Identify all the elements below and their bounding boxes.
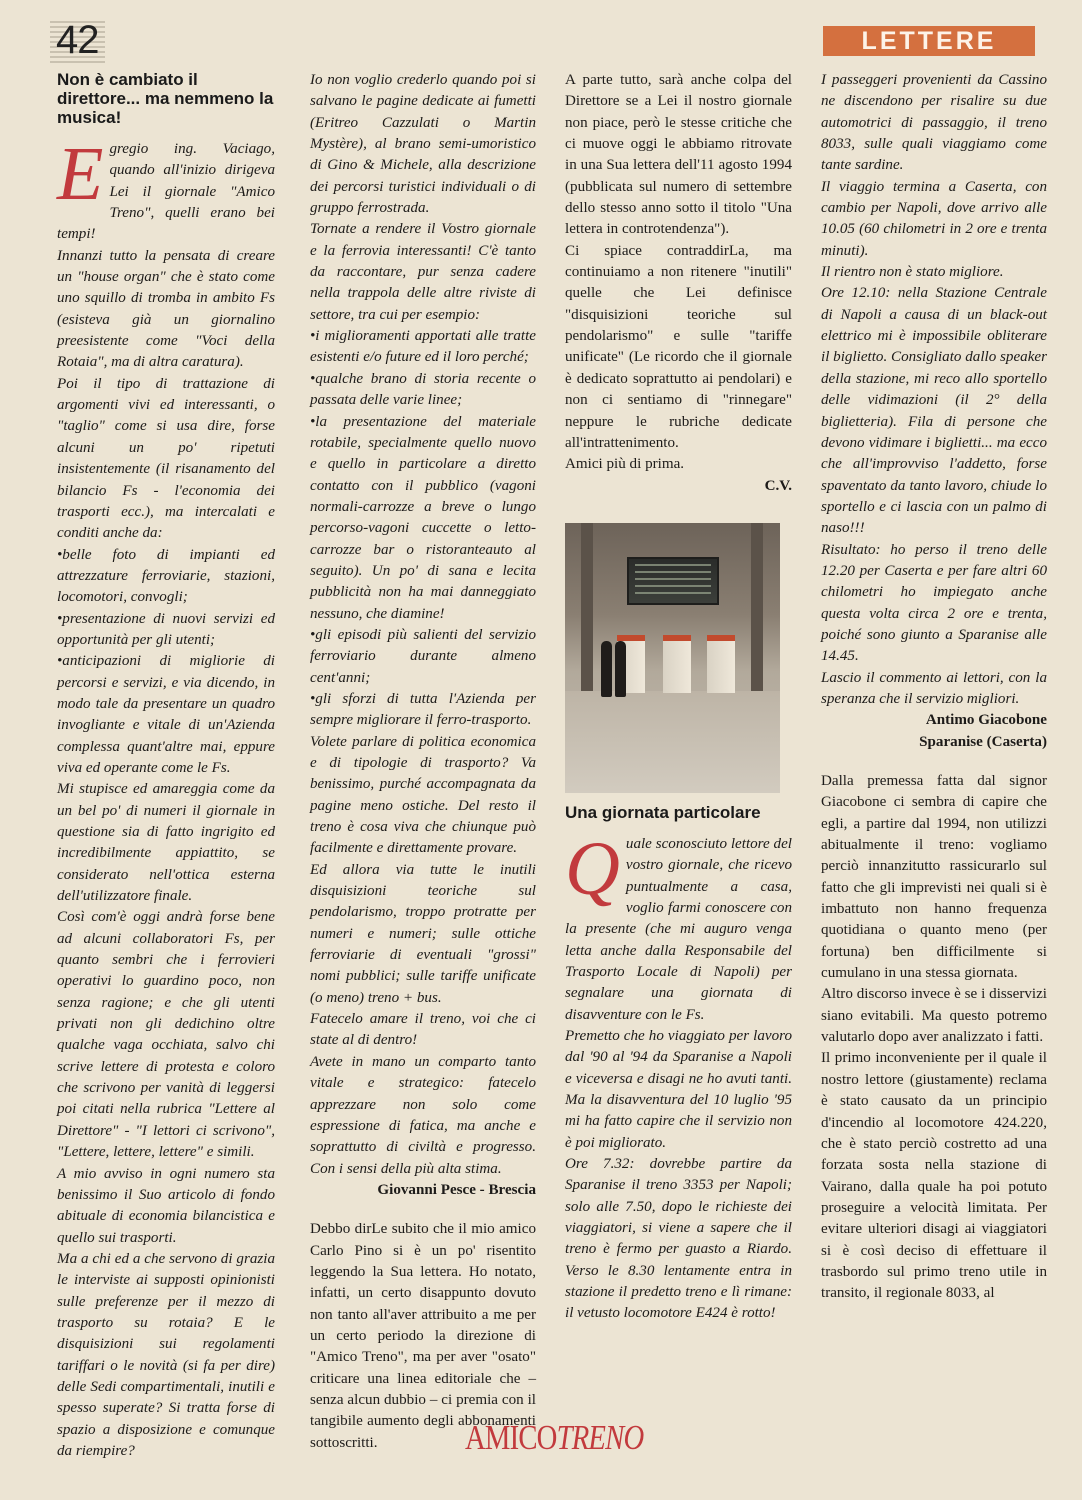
letter-paragraph: Mi stupisce ed amareggia come da un bel po' di numeri il giornale in questione sia di fatto ingrigito ed incredibilmente appiattito, se considerato nell'ottica esterna dell'utilizzatore finale. xyxy=(57,781,275,905)
masthead-logo: AMICOTRENO xyxy=(465,1418,644,1457)
column-1 xyxy=(57,70,275,1462)
drop-cap: E xyxy=(57,132,104,216)
editor-reply-paragraph: Dalla premessa fatta dal signor Giacobone ci sembra di capire che egli, a partire dal 1994, non utilizzi abitualmente il treno: vogliamo perciò innanzitutto rassicurarlo sul fatto che gli imprevisti nei quali si è imbattuto non hanno frequenza quotidiana o quanto meno (per fortuna) ben difficilmente si cumulano in una stessa giornata. xyxy=(821,773,1047,982)
column-3 xyxy=(565,70,792,1325)
letter-paragraph: Ore 7.32: dovrebbe partire da Sparanise il treno 3353 per Napoli; solo alle 7.50, dopo le richieste dei viaggiatori, si viene a sapere che il treno è fermo per guasto a Riardo. Verso le 8.30 lentamente entra in stazione il predetto treno e lì rimane: il vetusto locomotore E424 è rotto! xyxy=(565,1156,792,1322)
letter-paragraph: Poi il tipo di trattazione di argomenti vivi ed interessanti, o "taglio" come si usa dire, forse alcuni un po' ripetuti insistentemente (il risanamento del bilancio Fs - l'economia dei trasporti ecc.), ma intercalati e conditi anche da: xyxy=(57,375,275,542)
letter-bullet: •gli episodi più salienti del servizio ferroviario durante almeno cent'anni; xyxy=(310,626,536,686)
page-number: 42 xyxy=(50,18,105,63)
letter-paragraph: Innanzi tutto la pensata di creare un "house organ" che è stato come uno squillo di tromba in ambito Fs (esisteva già un giornalino preesistente come "Voci della Rotaia", ma di altra caratura). xyxy=(57,247,275,371)
editor-reply-paragraph: A parte tutto, sarà anche colpa del Direttore se a Lei il nostro giornale non piace, però le stesse critiche che ci muove oggi le abbiamo ritrovate in una Sua lettera dell'11 agosto 1994 (pubblicata sul numero di settembre dello stesso anno sotto il titolo "Una lettera in controtendenza"). xyxy=(565,72,792,238)
column-2 xyxy=(310,70,536,1454)
editor-reply-paragraph: Amici più di prima. xyxy=(565,456,685,473)
letter-paragraph: Volete parlare di politica economica e di tipologie di trasporto? Va benissimo, purché accompagnata da pagine meno ostiche. Del resto il treno è cosa viva che chiunque può facilmente e direttamente provare. xyxy=(310,733,536,857)
editor-reply-paragraph: Ci spiace contraddirLa, ma continuiamo a non ritenere "inutili" quelle che Lei definisce "disquisizioni teoriche sul pendolarismo" e sulle "tariffe unificate" (Le ricordo che il giornale è dedicato soprattutto ai pendolari) e non ci sentiamo di "rinnegare" neppure le rubriche dedicate all'intrattenimento. xyxy=(565,242,792,451)
letter-paragraph: Lascio il commento ai lettori, con la speranza che il servizio migliori. xyxy=(821,669,1047,707)
editor-reply-paragraph: Il primo inconveniente per il quale il nostro lettore (giustamente) reclama è stato causato da un principio d'incendio al locomotore 424.220, che è stato perciò costretto ad una forzata sosta nella stazione di Vairano, dalla quale ha poi potuto proseguire a velocità limitata. Per evitare ulteriori disagi ai viaggiatori si è così deciso di effettuare il trasbordo sul primo treno utile in transito, il regionale 8033, al xyxy=(821,1050,1047,1302)
article-2-headline: Una giornata particolare xyxy=(565,802,761,822)
drop-cap: Q xyxy=(565,826,620,911)
letter-paragraph: I passeggeri provenienti da Cassino ne discendono per risalire su due automotrici di passaggio, il treno 8033, sulle quali viaggiamo come tante sardine. xyxy=(821,72,1047,174)
letter-bullet: •la presentazione del materiale rotabile, specialmente quello nuovo e quello in particolare a diretto contatto con il pubblico (vagoni normali-carrozze a breve o lungo percorso-vagoni cuccette o letto-carrozze bar o ristoranteauto al seguito). Un po' di sana e lecita pubblicità non ha mai danneggiato nessuno, che diamine! xyxy=(310,413,536,622)
letter-paragraph: Tornate a rendere il Vostro giornale e la ferrovia interessanti! C'è tanto da raccontare, pur senza cadere nella trappola delle altre riviste di settore, tra cui per esempio: xyxy=(310,221,536,323)
letter-paragraph: Risultato: ho perso il treno delle 12.20 per Caserta e per fare altri 60 chilometri ho impiegato anche questa volta circa 2 ore e trenta, poiché sono giunto a Sparanise alle 14.45. xyxy=(821,541,1047,665)
editor-signature: C.V. xyxy=(764,477,792,494)
section-label: LETTERE xyxy=(823,26,1035,56)
letter-paragraph: Ma a chi ed a che servono di grazia le interviste ai supposti opinionisti sulle preferenze per il mezzo di trasporto su rotaia? E le disquisizioni sui regolamenti tariffari o le novità (si fa per dire) delle Sedi compartimentali, inutili e spesso superate? Si tratta forse di spazio a disposizione e comunque da riempire? xyxy=(57,1250,275,1459)
article-1-headline: Non è cambiato il direttore... ma nemmeno la musica! xyxy=(57,70,274,127)
letter-paragraph: Ed allora via tutte le inutili disquisizioni teoriche sul pendolarismo, troppo protratte per numeri e numeri; sulle ottiche ferroviarie di eventuali "grossi" nomi pubblici; sulle tariffe unificate (o meno) treno + bus. xyxy=(310,861,536,1006)
editor-reply-paragraph: Debbo dirLe subito che il mio amico Carlo Pino si è un po' risentito leggendo la Sua lettera. Ho notato, infatti, un certo disappunto dovuto non tanto all'aver attribuito a me per un certo periodo la direzione di "Amico Treno", ma per aver "osato" criticare una linea editoriale che – senza alcun dubbio – ci premia con il tangibile aumento degli abbonamenti sottoscritti. xyxy=(310,1221,536,1451)
letter-bullet: •anticipazioni di migliorie di percorsi e servizi, e via dicendo, in modo tale da presentare un quadro invogliante e vitale di un'Azienda complessa quant'altre mai, eppure viva ed operante come le Fs. xyxy=(57,653,275,776)
letter-paragraph: Premetto che ho viaggiato per lavoro dal '90 al '94 da Sparanise a Napoli e viceversa e disagi ne ho avuti tanti. Ma la disavventura del 10 luglio '95 mi ha fatto capire che il servizio non è poi migliorato. xyxy=(565,1027,792,1151)
letter-signature-place: Sparanise (Caserta) xyxy=(919,733,1047,750)
letter-paragraph: Quale sconosciuto lettore del vostro giornale, che ricevo puntualmente a casa, voglio farmi conoscere con la presente (che mi auguro venga letta anche dalla Responsabile del Trasporto Locale di Napoli) per segnalare una giornata di disavventure con le Fs. xyxy=(565,826,792,1023)
letter-bullet: •gli sforzi di tutta l'Azienda per sempre migliorare il ferro-trasporto. xyxy=(310,690,536,729)
letter-signature-name: Antimo Giacobone xyxy=(925,712,1047,729)
letter-bullet: •qualche brano di storia recente o passata delle varie linee; xyxy=(310,370,536,409)
letter-bullet: •belle foto di impianti ed attrezzature ferroviarie, stazioni, locomotori, convogli; xyxy=(57,546,275,606)
departure-board xyxy=(627,557,719,605)
letter-paragraph: Avete in mano un comparto tanto vitale e strategico: fatecelo apprezzare non solo come espressione di fatica, ma anche e soprattutto di civiltà e progresso. Con i sensi della più alta stima. xyxy=(310,1053,536,1177)
letter-paragraph: Il rientro non è stato migliore. xyxy=(821,264,1004,281)
letter-paragraph: Così com'è oggi andrà forse bene ad alcuni collaboratori Fs, per quanto sembri che i ferrovieri operativi lo guardino poco, non senza ragione; e che gli utenti privati non gli dedichino oltre qualche vaga occhiata, salvo chi scrive lettere di protesta e coloro che scrivono per vanità di leggersi poi citati nella rubrica "Lettere al Direttore" - "I lettori ci scrivono", "Lettere, lettere, lettere" e simili. xyxy=(57,909,275,1161)
letter-paragraph: Ore 12.10: nella Stazione Centrale di Napoli a causa di un black-out elettrico mi è impossibile obliterare il biglietto. Consigliato dallo speaker della stazione, mi reco allo sportello delle vidimazioni (il 2° della biglietteria). Fila di persone che devono vidimare i biglietti... ma ecco che all'improvviso l'addetto, forse spaventato da tanto lavoro, chiude lo sportello e ci lascia con un palmo di naso!!! xyxy=(821,285,1047,537)
letter-paragraph: Il viaggio termina a Caserta, con cambio per Napoli, dove arrivo alle 10.05 (60 chilometri in 2 ore e trenta minuti). xyxy=(821,178,1047,259)
editor-reply-paragraph: Altro discorso invece è se i disservizi siano evitabili. Ma questo potremo valutarlo dopo aver analizzato i fatti. xyxy=(821,986,1047,1046)
letter-paragraph: A mio avviso in ogni numero sta benissimo il Suo articolo di fondo abituale di economia bilancistica e quello sui trasporti. xyxy=(57,1165,275,1246)
column-4 xyxy=(821,70,1047,1305)
letter-paragraph: Fatecelo amare il treno, voi che ci state al di dentro! xyxy=(310,1011,536,1049)
letter-bullet: •i miglioramenti apportati alle tratte esistenti e/o future ed il loro perché; xyxy=(310,328,536,366)
letter-paragraph: Io non voglio crederlo quando poi si salvano le pagine dedicate ai fumetti (Eritreo Cazzulati o Martin Mystère), al brano semi-umoristico di Gino & Michele, alla descrizione dei percorsi turistici individuali o di gruppo ferrostrada. xyxy=(310,72,536,217)
letter-bullet: •presentazione di nuovi servizi ed opportunità per gli utenti; xyxy=(57,610,275,648)
letter-paragraph: Egregio ing. Vaciago, quando all'inizio dirigeva Lei il giornale "Amico Treno", quelli erano bei tempi! xyxy=(57,132,275,243)
station-photo xyxy=(565,523,780,793)
letter-signature: Giovanni Pesce - Brescia xyxy=(377,1181,536,1198)
